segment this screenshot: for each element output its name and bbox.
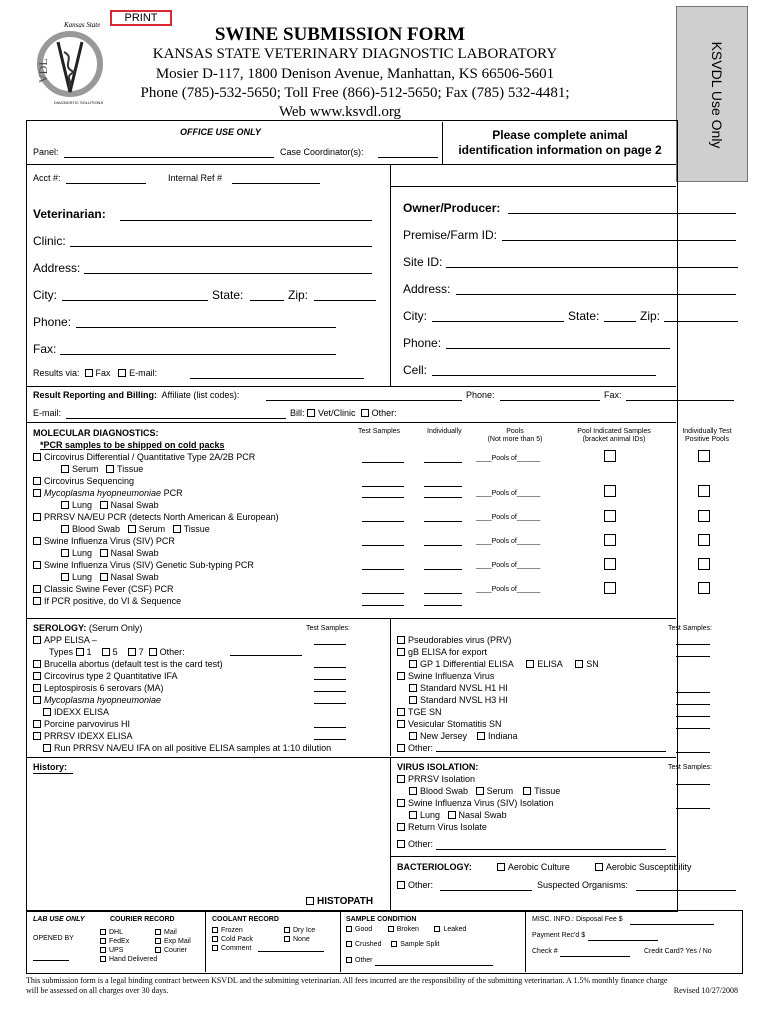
myco-serology-checkbox[interactable] [33,696,41,704]
coolant-options: Frozen Cold Pack Comment [212,926,253,953]
panel-label: Panel: [33,147,59,157]
history-textarea[interactable] [32,776,384,892]
circo-serum-checkbox[interactable] [61,465,69,473]
payment-label: Payment Rec'd $ [532,932,586,939]
gb-elisa-checkbox[interactable] [397,648,405,656]
type-other-checkbox[interactable] [149,648,157,656]
owner-cell-label: Cell: [403,363,428,377]
good-checkbox[interactable] [346,926,352,932]
office-use-title: OFFICE USE ONLY [180,127,261,137]
hand-delivered-checkbox[interactable] [100,956,106,962]
pools-of-1: ____Pools of______ [476,455,541,462]
prrsv-idexx-checkbox[interactable] [33,732,41,740]
myco-nasal-checkbox[interactable] [100,501,108,509]
logo-side-text: VDL [36,58,50,83]
gp1-checkbox[interactable] [409,660,417,668]
opened-by-label: OPENED BY [33,935,74,942]
vet-address-field[interactable] [84,273,372,274]
circovirus-diff-checkbox[interactable] [33,453,41,461]
prrsv-blood-checkbox[interactable] [61,525,69,533]
virus-title: VIRUS ISOLATION: [397,762,479,772]
prv-checkbox[interactable] [397,636,405,644]
vet-fax-label: Fax: [33,342,57,356]
courier-record-label: COURIER RECORD [110,916,175,923]
logo-caption: DIAGNOSTIC SOLUTIONS [54,100,104,105]
col-pools-sub: (Not more than 5) [487,436,543,443]
csf-pcr-checkbox[interactable] [33,585,41,593]
siv-pcr-checkbox[interactable] [33,537,41,545]
pools-of-2: ____Pools of______ [476,490,541,497]
lab-use-only-label: LAB USE ONLY [33,916,85,923]
condition-row-1: Good Broken Leaked [346,926,466,933]
owner-city-field[interactable] [432,321,564,322]
return-isolate-checkbox[interactable] [397,823,405,831]
bact-other-field[interactable] [440,890,532,891]
coolant-record-label: COOLANT RECORD [212,916,279,923]
sample-condition-label: SAMPLE CONDITION [346,916,417,923]
lab-name: KANSAS STATE VETERINARY DIAGNOSTIC LABORATORY [152,46,558,62]
virus-other-field[interactable] [436,849,666,850]
case-coordinator-label: Case Coordinator(s): [280,147,364,157]
serology-other-field[interactable] [436,751,666,752]
internal-ref-field[interactable] [232,183,320,184]
site-field[interactable] [446,267,738,268]
none-checkbox[interactable] [284,936,290,942]
pools-of-3: ____Pools of______ [476,514,541,521]
pools-of-5: ____Pools of______ [476,562,541,569]
credit-card-label: Credit Card? Yes / No [644,948,712,955]
check-field[interactable] [560,956,630,957]
vet-city-label: City: [33,288,57,302]
vsv-checkbox[interactable] [397,720,405,728]
owner-address-label: Address: [403,282,451,296]
serology-other-checkbox[interactable] [397,744,405,752]
results-fax-checkbox[interactable] [85,369,93,377]
results-email-checkbox[interactable] [118,369,126,377]
pool-indicated-4[interactable] [604,534,616,546]
sample-split-checkbox[interactable] [391,941,397,947]
siv-isolation-checkbox[interactable] [397,799,405,807]
col-individually: Individually [427,428,462,435]
payment-field[interactable] [588,940,658,941]
owner-phone-label: Phone: [403,336,442,350]
pool-indicated-2[interactable] [604,485,616,497]
form-title: SWINE SUBMISSION FORM [214,24,466,45]
broken-checkbox[interactable] [388,926,394,932]
vet-phone-field[interactable] [76,327,336,328]
condition-other-checkbox[interactable] [346,957,352,963]
crushed-checkbox[interactable] [346,941,352,947]
condition-row-2: Crushed Sample Split [346,941,440,948]
virus-test-samples: Test Samples: [668,764,712,771]
molecular-note: *PCR samples to be shipped on cold packs [40,440,225,450]
bact-other-checkbox[interactable] [397,881,405,889]
idexx-checkbox[interactable] [43,708,51,716]
bill-vet-clinic-checkbox[interactable] [307,409,315,417]
prrsv-pcr-checkbox[interactable] [33,513,41,521]
vi-nasal-checkbox[interactable] [448,811,456,819]
virus-list: PRRSV Isolation Blood Swab Serum Tissue Swine Influenza Virus (SIV) Isolation Lung Nasal Swab Return Virus Isolate Other: [397,773,560,850]
prrsv-tissue-checkbox[interactable] [173,525,181,533]
billing-email-field[interactable] [66,418,286,419]
molecular-list: Circovirus Differential / Quantitative Type 2A/2B PCR Serum Tissue Circovirus Sequencing Mycoplasma hyopneumoniae PCR Lung Nasal Swab PRRSV NA/EU PCR (detects North American & European) Blood Swab Serum Tissue Swine Influenza Virus (SIV) PCR Lung Nasal Swab Swine Influenza Virus (SIV) Genetic Sub-typing PCR Lung Nasal Swab Classic Swine Fever (CSF) PCR If PCR positive, do VI & Sequence [33,451,279,607]
bacteriology-row: BACTERIOLOGY: Aerobic Culture Aerobic Susceptibility [397,862,692,872]
leaked-checkbox[interactable] [434,926,440,932]
col-test-samples: Test Samples [358,428,401,435]
siv-subtyping-checkbox[interactable] [33,561,41,569]
owner-state-label: State: [568,309,600,323]
results-via: Results via: Fax E-mail: [33,368,158,378]
vet-phone-label: Phone: [33,315,72,329]
billing-fax-field[interactable] [626,400,734,401]
type1-checkbox[interactable] [76,648,84,656]
molecular-title: MOLECULAR DIAGNOSTICS: [33,428,159,438]
pool-indicated-5[interactable] [604,558,616,570]
aerobic-culture-checkbox[interactable] [497,863,505,871]
serology-test-samples: Test Samples: [306,625,350,632]
histopath: HISTOPATH [306,896,373,907]
myco-lung-checkbox[interactable] [61,501,69,509]
circovirus-seq-checkbox[interactable] [33,477,41,485]
elisa-checkbox[interactable] [526,660,534,668]
lab-phone: Phone (785)-532-5650; Toll Free (866)-512-5650; Fax (785) 532-4481; [140,85,570,101]
subtyping-lung-checkbox[interactable] [61,573,69,581]
prrsv-isolation-checkbox[interactable] [397,775,405,783]
run-prrsv-checkbox[interactable] [43,744,51,752]
vi-blood-checkbox[interactable] [409,787,417,795]
owner-address-field[interactable] [456,294,736,295]
indiv-positive-2[interactable] [698,485,710,497]
siv-lung-checkbox[interactable] [61,549,69,557]
billing-email-label: E-mail: [33,408,62,418]
histopath-checkbox[interactable] [306,897,314,905]
billing-phone-field[interactable] [500,400,600,401]
serology-list: APP ELISA – Types 1 5 7 Other: Brucella abortus (default test is the card test) Circovirus type 2 Quantitative IFA Leptospirosis 6 serovars (MA) Mycoplasma hyopneumoniae IDEXX ELISA Porcine parvovirus HI PRRSV IDEXX ELISA Run PRRSV NA/EU IFA on all positive ELISA samples at 1:10 dilution [33,634,331,754]
ksu-logo [30,22,112,112]
vet-zip-field[interactable] [314,300,376,301]
condition-other-field[interactable] [375,965,493,966]
ksvdl-use-only-label: KSVDL Use Only [709,41,725,149]
owner-zip-label: Zip: [640,309,661,323]
site-label: Site ID: [403,255,443,269]
aerobic-susceptibility-checkbox[interactable] [595,863,603,871]
disposal-fee-field[interactable] [630,924,714,925]
suspected-organisms-field[interactable] [636,890,736,891]
vet-address-label: Address: [33,261,81,275]
parvo-checkbox[interactable] [33,720,41,728]
vet-city-field[interactable] [62,300,208,301]
type5-checkbox[interactable] [102,648,110,656]
coolant-options-2: Dry Ice None [284,926,315,944]
premise-field[interactable] [502,240,736,241]
affiliate-field[interactable] [266,400,462,401]
clinic-field[interactable] [70,246,372,247]
condition-row-3: Other [346,957,373,964]
lab-web: Web www.ksvdl.org [278,104,402,120]
pool-indicated-3[interactable] [604,510,616,522]
acct-field[interactable] [66,183,146,184]
owner-label: Owner/Producer: [403,201,501,215]
pool-indicated-1[interactable] [604,450,616,462]
serology-title: SEROLOGY: (Serum Only) [33,623,143,633]
ksvdl-use-only-box [676,6,748,182]
pool-indicated-6[interactable] [604,582,616,594]
courier-options: DHL FedEx UPS Hand Delivered [100,928,157,964]
fedex-checkbox[interactable] [100,938,106,944]
bill-options: Bill: Vet/Clinic Other: [290,408,397,418]
sn-checkbox[interactable] [575,660,583,668]
print-button[interactable]: PRINT [110,10,172,26]
veterinarian-field[interactable] [120,220,372,221]
mail-checkbox[interactable] [155,929,161,935]
brucella-checkbox[interactable] [33,660,41,668]
indiv-positive-1[interactable] [698,450,710,462]
indiv-positive-4[interactable] [698,534,710,546]
prrsv-serum-checkbox[interactable] [128,525,136,533]
serology-right-test-samples: Test Samples: [668,625,712,632]
vet-state-field[interactable] [250,300,284,301]
indiv-positive-6[interactable] [698,582,710,594]
courier-checkbox[interactable] [155,947,161,953]
suspected-organisms-label: Suspected Organisms: [537,880,629,890]
nj-checkbox[interactable] [409,732,417,740]
subtyping-nasal-checkbox[interactable] [100,573,108,581]
indiv-positive-3[interactable] [698,510,710,522]
owner-city-label: City: [403,309,427,323]
pools-of-6: ____Pools of______ [476,586,541,593]
billing-row: Result Reporting and Billing: Affiliate (list codes): [33,390,240,400]
owner-zip-field[interactable] [664,321,738,322]
bacteriology-other: Other: [397,880,433,890]
notice-line-1: Please complete animal [492,128,628,142]
premise-label: Premise/Farm ID: [403,228,498,242]
case-coordinator-field[interactable] [378,157,438,158]
billing-fax-label: Fax: [604,390,622,400]
revised-date: Revised 10/27/2008 [673,986,738,995]
check-label: Check # [532,948,558,955]
owner-phone-field[interactable] [446,348,670,349]
h3-checkbox[interactable] [409,696,417,704]
vi-serum-checkbox[interactable] [476,787,484,795]
exp-mail-checkbox[interactable] [155,938,161,944]
serology-right-list: Pseudorabies virus (PRV) gB ELISA for export GP 1 Differential ELISA ELISA SN Swine Influenza Virus Standard NVSL H1 HI Standard NVSL H3 HI TGE SN Vesicular Stomatitis SN New Jersey Indiana Other: [397,634,599,754]
history-title: History: [33,762,68,772]
panel-field[interactable] [64,157,274,158]
siv-nasal-checkbox[interactable] [100,549,108,557]
pools-of-4: ____Pools of______ [476,538,541,545]
opened-by-field[interactable] [33,960,69,961]
type7-checkbox[interactable] [128,648,136,656]
comment-field[interactable] [258,951,324,952]
circo-tissue-checkbox[interactable] [106,465,114,473]
frozen-checkbox[interactable] [212,927,218,933]
courier-options-2: Mail Exp Mail Courier [155,928,191,955]
vi-lung-checkbox[interactable] [409,811,417,819]
clinic-label: Clinic: [33,234,66,248]
indiv-positive-5[interactable] [698,558,710,570]
results-email-field[interactable] [190,378,364,379]
circovirus-ifa-checkbox[interactable] [33,672,41,680]
tge-checkbox[interactable] [397,708,405,716]
dhl-checkbox[interactable] [100,929,106,935]
app-elisa-checkbox[interactable] [33,636,41,644]
lab-address: Mosier D-117, 1800 Denison Avenue, Manhattan, KS 66506-5601 [155,66,555,82]
internal-ref-label: Internal Ref # [168,173,223,183]
virus-other-checkbox[interactable] [397,840,405,848]
vi-sequence-checkbox[interactable] [33,597,41,605]
siv-serology-checkbox[interactable] [397,672,405,680]
vet-state-label: State: [212,288,244,302]
legal-notice: This submission form is a legal binding contract between KSVDL and the submitting veterinarian. All fees incurred are the responsibility of the submitting veterinarian. A 1.5% monthly finance charge will be assessed on all charges over 30 days. Revised 10/27/2008 [26,976,738,995]
misc-info-label: MISC. INFO.: Disposal Fee $ [532,916,623,923]
col-individually-test-sub: Positive Pools [685,436,729,443]
col-pool-indicated: Pool Indicated Samples [577,428,651,435]
col-pool-indicated-sub: (bracket animal IDs) [582,436,646,443]
h1-checkbox[interactable] [409,684,417,692]
billing-phone-label: Phone: [466,390,495,400]
owner-field[interactable] [508,213,736,214]
acct-label: Acct #: [33,173,61,183]
myco-pcr-checkbox[interactable] [33,489,41,497]
col-individually-test: Individually Test [682,428,732,435]
veterinarian-label: Veterinarian: [33,207,106,221]
vet-zip-label: Zip: [288,288,309,302]
type-other-field[interactable] [230,655,302,656]
bill-other-checkbox[interactable] [361,409,369,417]
logo-state-name: Kansas State [64,21,101,29]
vi-tissue-checkbox[interactable] [523,787,531,795]
lepto-checkbox[interactable] [33,684,41,692]
notice-line-2: identification information on page 2 [458,143,662,157]
indiana-checkbox[interactable] [477,732,485,740]
owner-state-field[interactable] [604,321,636,322]
ups-checkbox[interactable] [100,947,106,953]
dry-ice-checkbox[interactable] [284,927,290,933]
col-pools: Pools [506,428,524,435]
owner-cell-field[interactable] [432,375,656,376]
comment-checkbox[interactable] [212,945,218,951]
cold-pack-checkbox[interactable] [212,936,218,942]
vet-fax-field[interactable] [60,354,336,355]
